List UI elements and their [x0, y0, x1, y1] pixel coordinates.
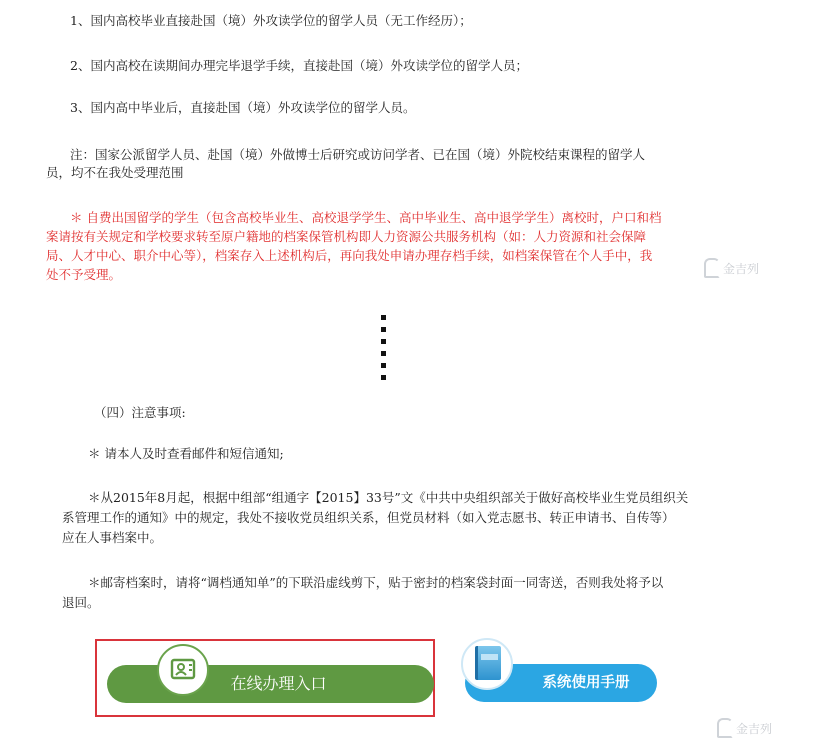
- watermark-logo-icon: [717, 718, 733, 738]
- online-entry-label: 在线办理入口: [230, 674, 327, 693]
- vertical-ellipsis-separator: [381, 315, 387, 387]
- watermark-text: 金吉列: [723, 261, 760, 276]
- red-notice-line-2: 案请按有关规定和学校要求转至原户籍地的档案保管机构即人力资源公共服务机构（如：人力资源和社会保障: [46, 229, 647, 244]
- manual-label: 系统使用手册: [542, 675, 630, 691]
- cutoff-fade: [40, 282, 740, 302]
- item-3: 3、国内高中毕业后，直接赴国（境）外攻读学位的留学人员。: [70, 100, 416, 115]
- notice-bullet-1: ＊ 请本人及时查看邮件和短信通知;: [88, 446, 284, 461]
- red-notice-line-1: ＊ 自费出国留学的学生（包含高校毕业生、高校退学学生、高中毕业生、高中退学学生）离校时，户口和档: [70, 210, 662, 225]
- red-notice-line-4: 处不予受理。: [46, 267, 122, 282]
- watermark-bottom: [717, 718, 772, 738]
- watermark-text: 金吉列: [736, 721, 773, 736]
- book-icon: [475, 646, 501, 680]
- note-line-1: 注：国家公派留学人员、赴国（境）外做博士后研究或访问学者、已在国（境）外院校结束课程的留学人: [70, 147, 646, 162]
- note-line-2: 员，均不在我处受理范围: [46, 165, 184, 180]
- notice-heading: （四）注意事项:: [94, 405, 186, 420]
- notice-bullet-3-line-1: ＊邮寄档案时，请将“调档通知单”的下联沿虚线剪下，贴于密封的档案袋封面一同寄送，否则我处将予以: [88, 575, 664, 590]
- notice-bullet-2-line-2: 系管理工作的通知》中的规定，我处不接收党员组织关系，但党员材料（如入党志愿书、转正申请书、自传等）: [62, 510, 675, 525]
- watermark-logo-icon: [704, 258, 720, 278]
- red-notice-line-3: 局、人才中心、职介中心等），档案存入上述机构后，再向我处申请办理存档手续，如档案保管在个人手中，我: [46, 248, 653, 263]
- item-1: 1、国内高校毕业直接赴国（境）外攻读学位的留学人员（无工作经历）；: [70, 13, 472, 28]
- item-2: 2、国内高校在读期间办理完毕退学手续，直接赴国（境）外攻读学位的留学人员；: [70, 58, 528, 73]
- notice-bullet-3-line-2: 退回。: [62, 595, 100, 610]
- notice-bullet-2-line-3: 应在人事档案中。: [62, 530, 163, 545]
- id-card-icon[interactable]: [157, 644, 209, 696]
- notice-bullet-2-line-1: ＊从2015年8月起，根据中组部“组通字【2015】33号”文《中共中央组织部关于做好高校毕业生党员组织关: [88, 490, 689, 505]
- id-card-icon-graphic: [159, 646, 207, 694]
- watermark-top: [704, 258, 759, 278]
